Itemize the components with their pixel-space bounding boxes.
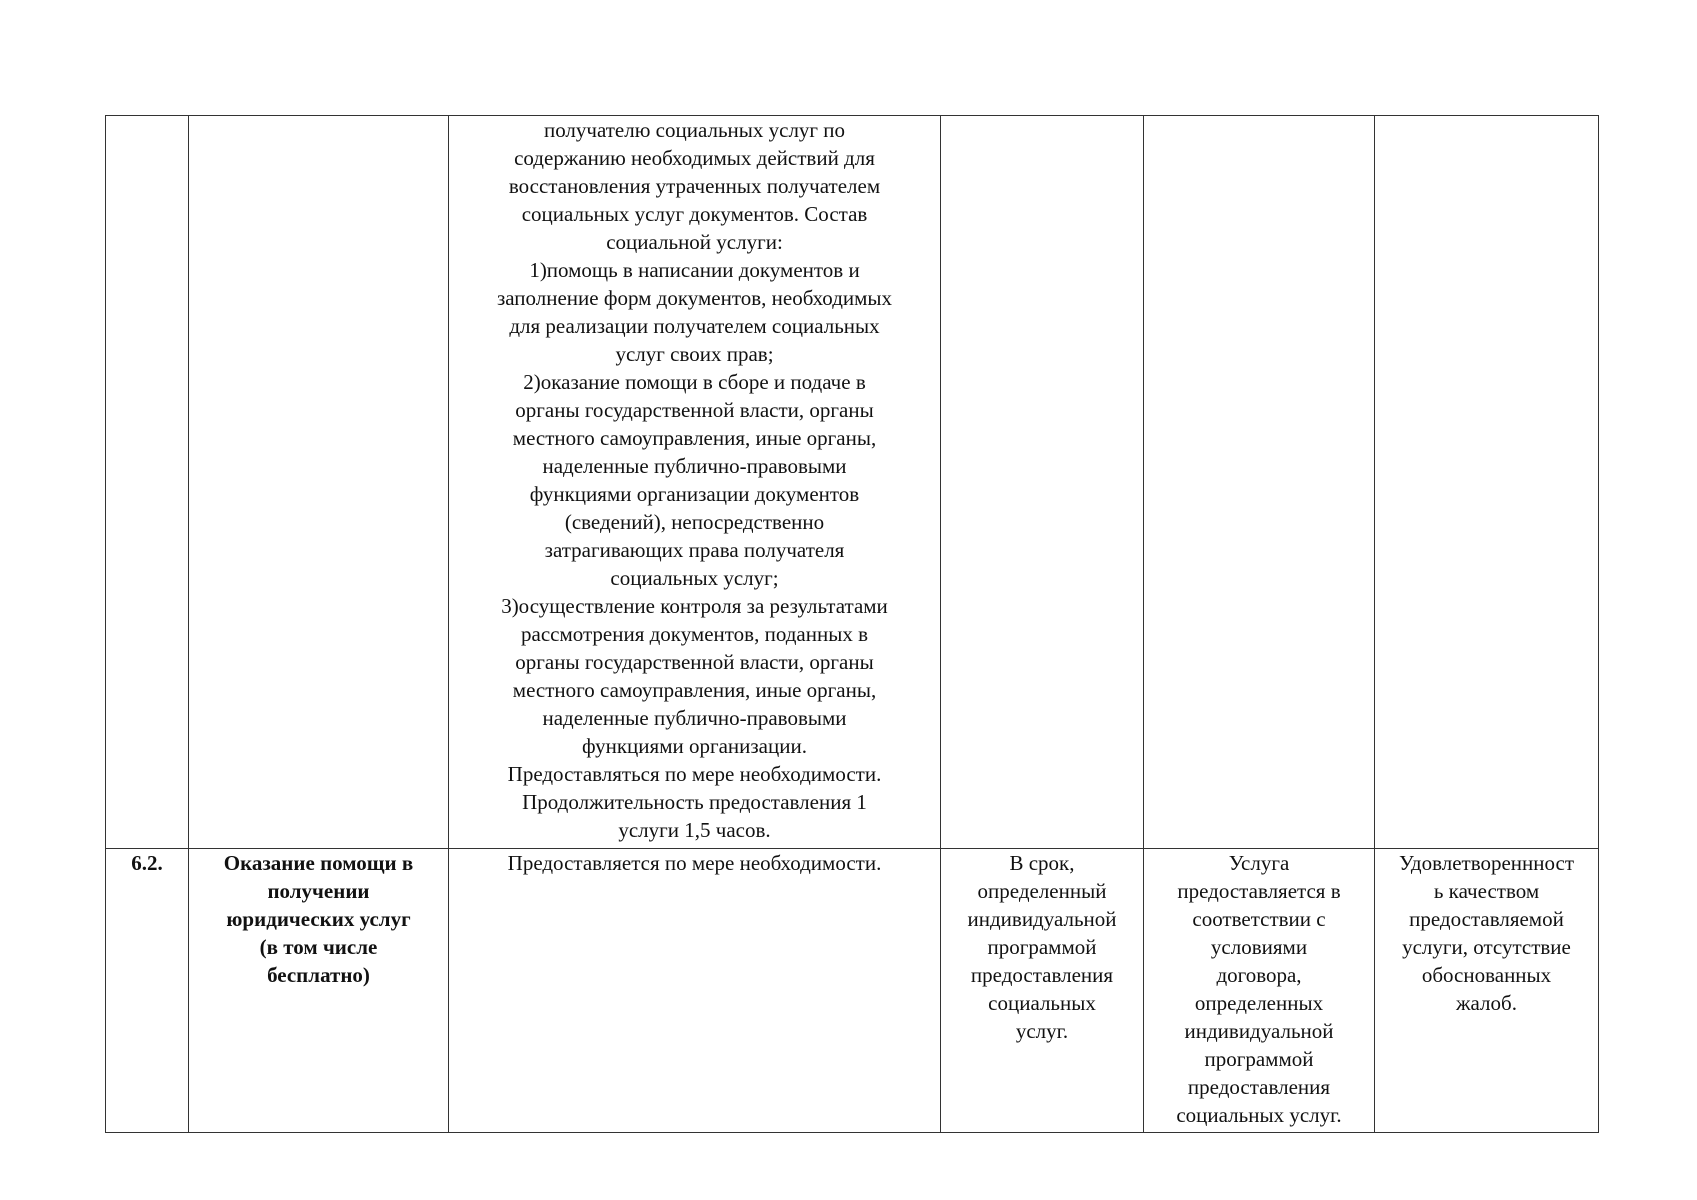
services-table [105, 115, 1599, 1133]
table-row-6-2 [106, 849, 1599, 1133]
cell-service-name: Оказание помощи в получении юридических услуг (в том числе бесплатно) [189, 849, 449, 1133]
cell-conditions [1144, 116, 1375, 849]
cell-term: В срок, определенный индивидуальной программой предоставления социальных услуг. [941, 849, 1144, 1133]
cell-number: 6.2. [106, 849, 189, 1133]
cell-description: Предоставляется по мере необходимости. [449, 849, 941, 1133]
cell-number [106, 116, 189, 849]
cell-service-name [189, 116, 449, 849]
cell-conditions: Услуга предоставляется в соответствии с условиями договора, определенных индивидуальной программой предоставления социальных услуг. [1144, 849, 1375, 1133]
cell-term [941, 116, 1144, 849]
table-row-continuation [106, 116, 1599, 849]
cell-description: получателю социальных услуг по содержанию необходимых действий для восстановления утраченных получателем социальных услуг документов. Состав социальной услуги: 1)помощь в написании документов и заполнение форм документов, необходимых для реализации получателем социальных услуг своих прав; 2)оказание помощи в сборе и подаче в органы государственной власти, органы местного самоуправления, иные органы, наделенные публично-правовыми функциями организации документов (сведений), непосредственно затрагивающих права получателя социальных услуг; 3)осуществление контроля за результатами рассмотрения документов, поданных в органы государственной власти, органы местного самоуправления, иные органы, наделенные публично-правовыми функциями организации. Предоставляться по мере необходимости. Продолжительность предоставления 1 услуги 1,5 часов. [449, 116, 941, 849]
cell-indicators: Удовлетвореннност ь качеством предоставляемой услуги, отсутствие обоснованных жалоб. [1375, 849, 1599, 1133]
cell-indicators [1375, 116, 1599, 849]
